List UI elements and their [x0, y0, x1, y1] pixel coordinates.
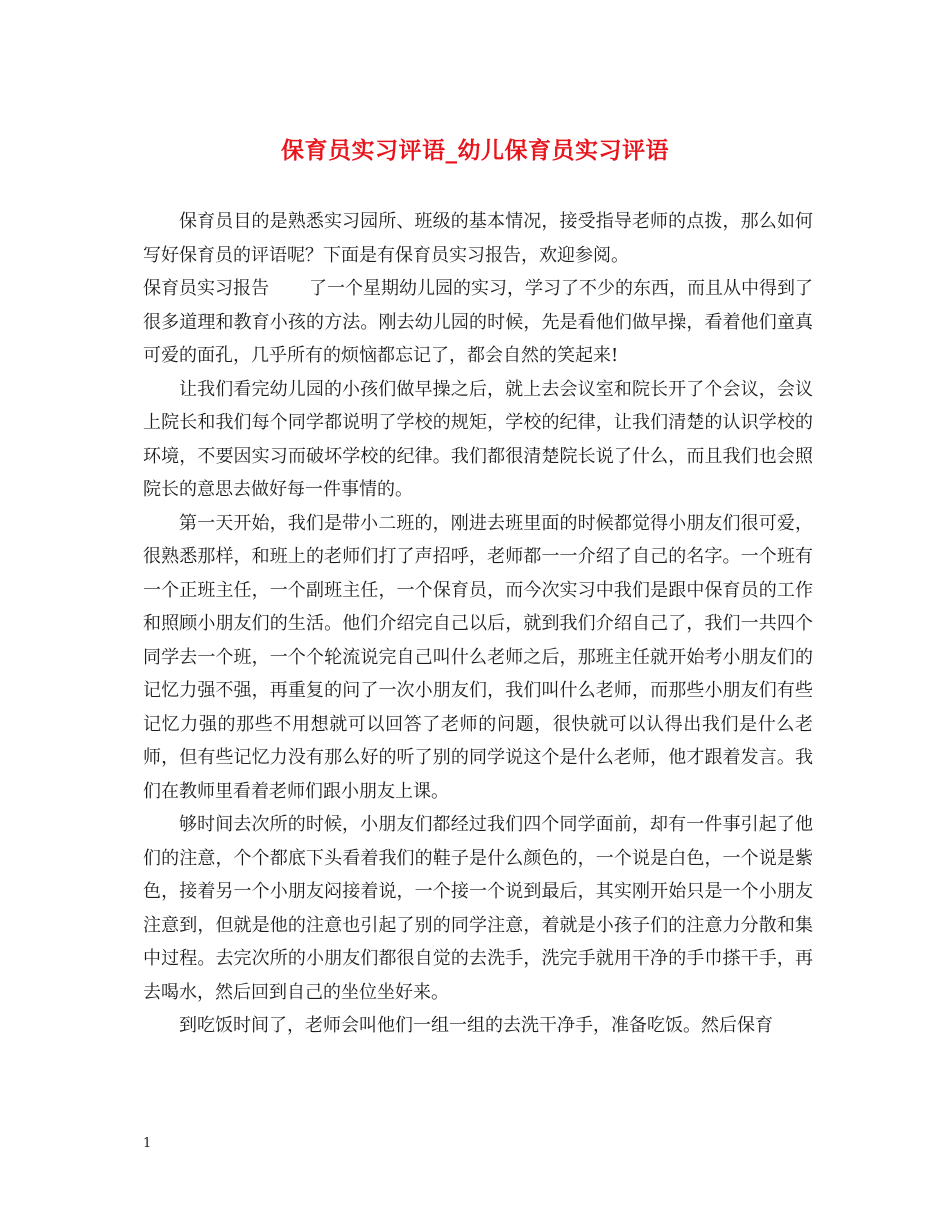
page-number: 1 — [143, 1136, 152, 1151]
body-paragraph: 够时间去次所的时候，小朋友们都经过我们四个同学面前，却有一件事引起了他们的注意，个个都底下头看着我们的鞋子是什么颜色的，一个说是白色，一个说是紫色，接着另一个小朋友闷接着说，一个接一个说到最后，其实刚开始只是一个小朋友注意到，但就是他的注意也引起了别的同学注意，着就是小孩子们的注意力分散和集中过程。去完次所的小朋友们都很自觉的去洗手，洗完手就用干净的手巾搽干手，再去喝水，然后回到自己的坐位坐好来。 — [143, 814, 813, 1003]
intro-paragraph: 保育员目的是熟悉实习园所、班级的基本情况，接受指导老师的点拨，那么如何写好保育员的评语呢？下面是有保育员实习报告，欢迎参阅。 — [143, 211, 813, 266]
report-lead-text: 了一个星期幼儿园的实习，学习了不少的东西，而且从中得到了很多道理和教育小孩的方法。刚去幼儿园的时候，先是看他们做早操，看着他们童真可爱的面孔，几乎所有的烦恼都忘记了，都会自然的笑起来! — [143, 278, 813, 366]
document-title: 保育员实习评语_幼儿保育员实习评语 — [281, 137, 669, 164]
body-paragraph: 到吃饭时间了，老师会叫他们一组一组的去洗干净手，准备吃饭。然后保育 — [179, 1015, 773, 1036]
body-paragraph: 让我们看完幼儿园的小孩们做早操之后，就上去会议室和院长开了个会议，会议上院长和我们每个同学都说明了学校的规矩，学校的纪律，让我们清楚的认识学校的环境，不要因实习而破坏学校的纪律。我们都很清楚院长说了什么，而且我们也会照院长的意思去做好每一件事情的。 — [143, 378, 813, 500]
report-label: 保育员实习报告 — [143, 278, 269, 299]
report-lead-paragraph — [143, 272, 813, 373]
body-paragraph: 第一天开始，我们是带小二班的，刚进去班里面的时候都觉得小朋友们很可爱，很熟悉那样，和班上的老师们打了声招呼，老师都一一介绍了自己的名字。一个班有一个正班主任，一个副班主任，一个保育员，而今次实习中我们是跟中保育员的工作和照顾小朋友们的生活。他们介绍完自己以后，就到我们介绍自己了，我们一共四个同学去一个班，一个个轮流说完自己叫什么老师之后，那班主任就开始考小朋友们的记忆力强不强，再重复的问了一次小朋友们，我们叫什么老师，而那些小朋友们有些记忆力强的那些不用想就可以回答了老师的问题，很快就可以认得出我们是什么老师，但有些记忆力没有那么好的听了别的同学说这个是什么老师，他才跟着发言。我们在教师里看着老师们跟小朋友上课。 — [143, 512, 813, 802]
document-body — [143, 205, 813, 1043]
